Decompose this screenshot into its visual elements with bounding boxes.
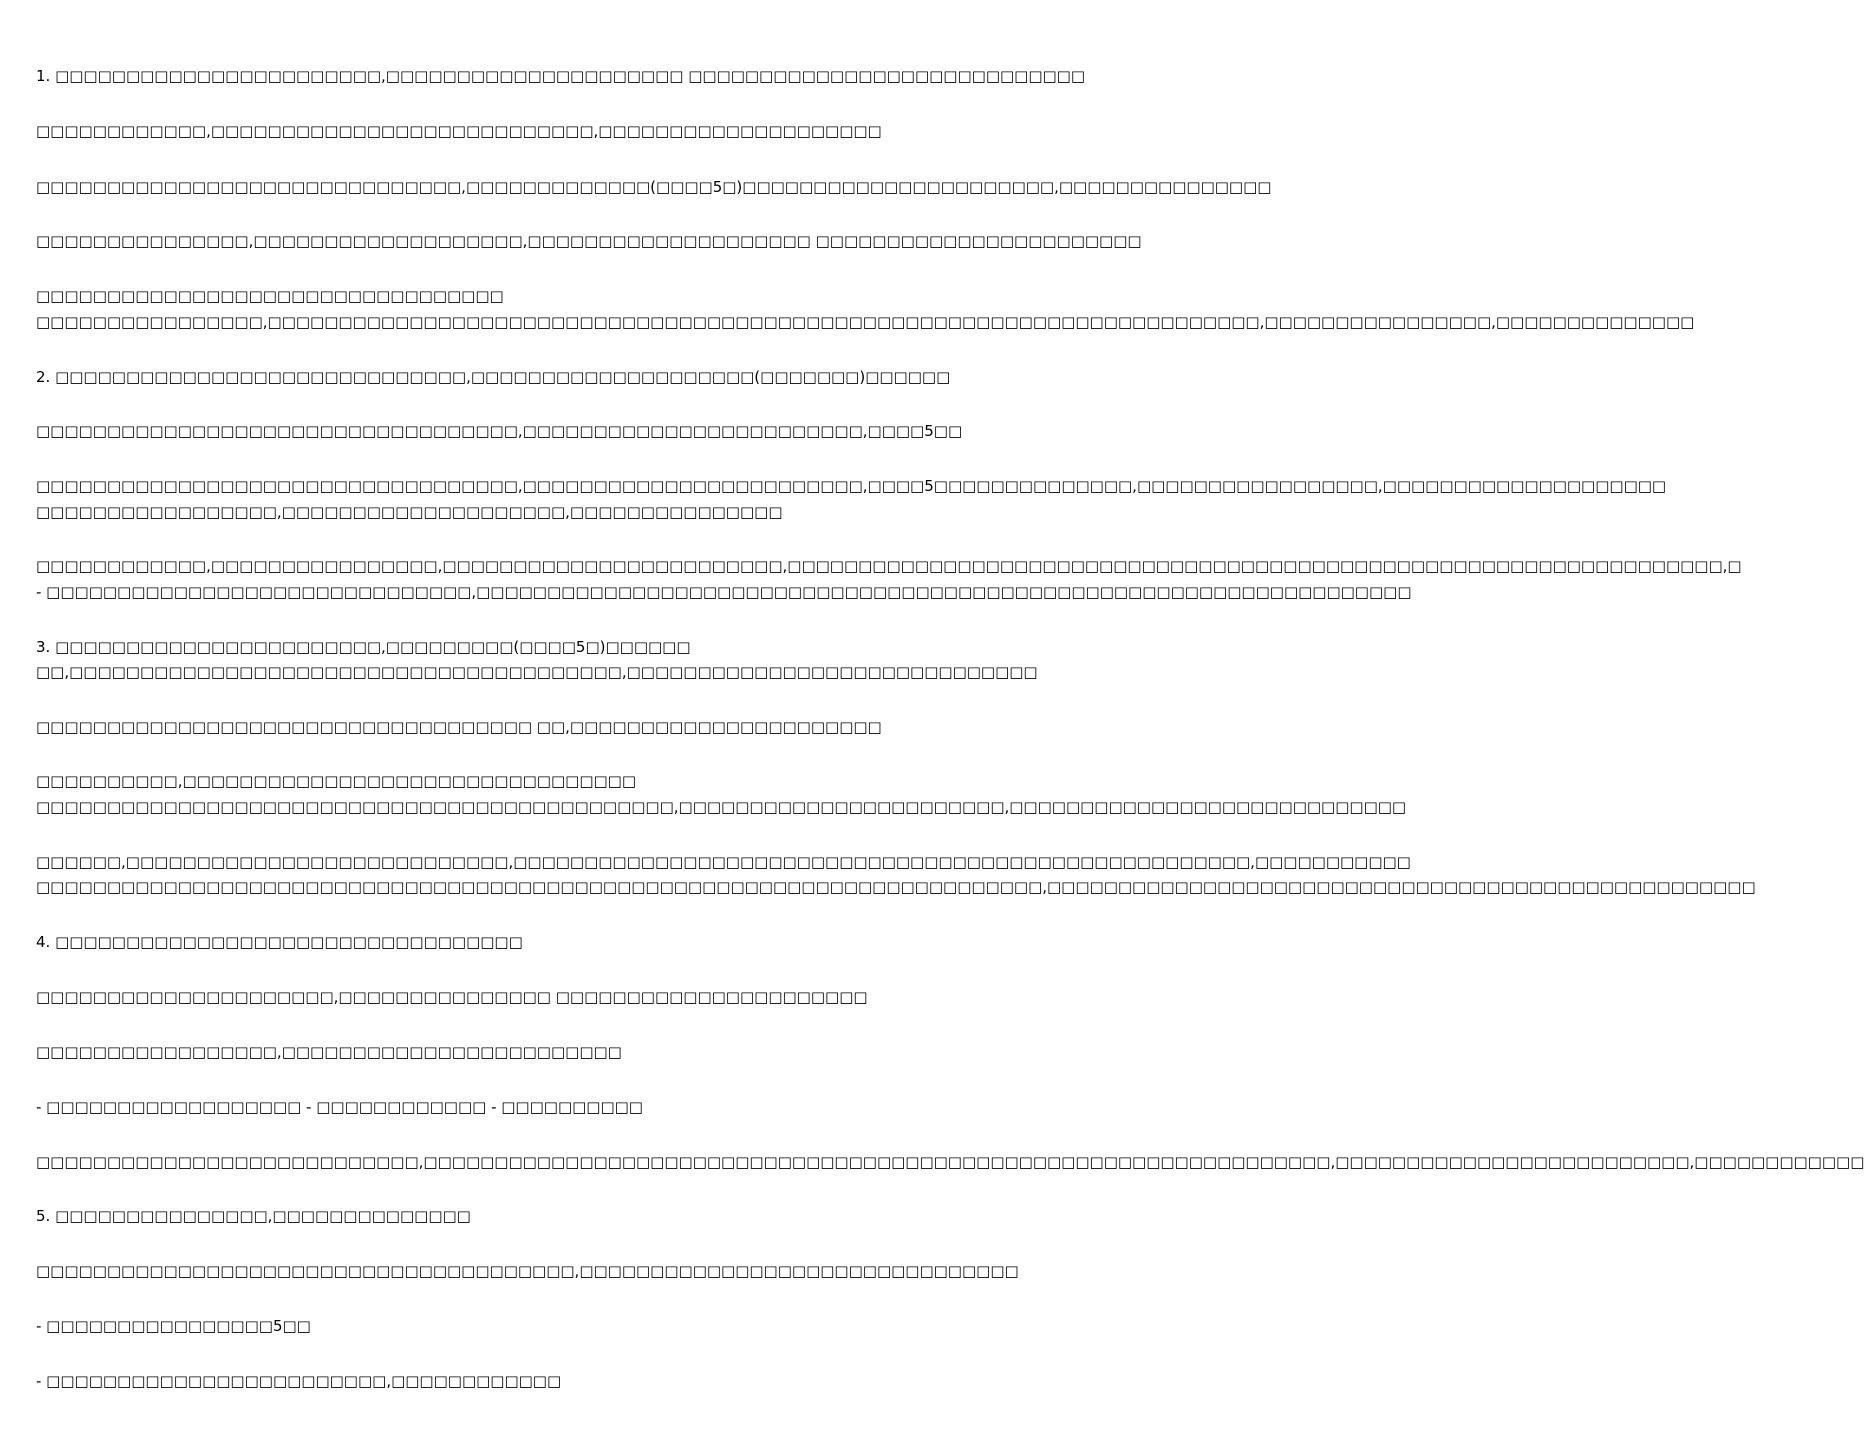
paragraph-line: □□□□□□□□□□□□□□□□□□□□□□□□□□□□□□□□□□,□□□□□□□□□□□□□□□□□□□□□□□□,□□□□5□□□□□□□□□□□□□□,□□□□□□□□□□□□□□□□□,□□□□□□□□□□□□□□□□□□□□ <box>36 477 1667 495</box>
paragraph-line: □□□□□□□□□□□□,□□□□□□□□□□□□□□□□,□□□□□□□□□□□□□□□□□□□□□□□□,□□□□□□□□□□□□□□□□□□□□□□□□□□□□□□□□□□□□□□□□□□□□□□□□□□□□□□□□□□□□□□□□□□,□ <box>36 557 1742 575</box>
paragraph-line: □□□□□□□□□□□□□□□□□,□□□□□□□□□□□□□□□□□□□□,□□□□□□□□□□□□□□□ <box>36 503 783 521</box>
paragraph-line: □□□□□□□□□□□□□□□□□□□□□□□□□□□□□□□□□□□□□□□□□□□□□,□□□□□□□□□□□□□□□□□□□□□□□,□□□□□□□□□□□□□□□□□□□□□□□□□□□□ <box>36 798 1407 816</box>
paragraph-line: □□□□□□□□□□□□□□□□□□□□□□□□□□□□□□□□□□□□□□□□□□□□□□□□□□□□□□□□□□□□□□□□□□□□□□□,□□□□□□□□□□□□□□□□□□□□□□□□□□□□□□□□□□□□□□□□□□□□□□□□□□ <box>36 878 1756 896</box>
paragraph-line: □□□□□□□□□□□□□□□□□□□□□□□□□□□□□□□□□ <box>36 287 504 305</box>
bullet-line: - □□□□□□□□□□□□□□□□□□ - □□□□□□□□□□□□ - □□□□□□□□□□ <box>36 1098 643 1116</box>
section-5-heading: 5. □□□□□□□□□□□□□□□,□□□□□□□□□□□□□□ <box>36 1207 471 1225</box>
paragraph-line: □□□□□□□□□□□□,□□□□□□□□□□□□□□□□□□□□□□□□□□□,□□□□□□□□□□□□□□□□□□□□ <box>36 122 882 140</box>
paragraph-line: □□□□□□,□□□□□□□□□□□□□□□□□□□□□□□□□□□,□□□□□□□□□□□□□□□□□□□□□□□□□□□□□□□□□□□□□□□□□□□□□□□□□□□□,□□□□□□□□□□□ <box>36 853 1411 871</box>
paragraph-line: □□□□□□□□□□□□□□□□□□□□□□□□□□□□□□□□□□□□□□,□□□□□□□□□□□□□□□□□□□□□□□□□□□□□□□ <box>36 1262 1019 1280</box>
paragraph-line: □□□□□□□□□□□□□□□□□□□□□□□□□□□□□□,□□□□□□□□□□□□□(□□□□5□)□□□□□□□□□□□□□□□□□□□□□□,□□□□□□□□□□□□□□□ <box>36 178 1272 196</box>
paragraph-line: □□□□□□□□□□,□□□□□□□□□□□□□□□□□□□□□□□□□□□□□□□□ <box>36 772 637 790</box>
bullet-line: - □□□□□□□□□□□□□□□□5□□ <box>36 1317 311 1335</box>
paragraph-line: □□□□□□□□□□□□□□□□,□□□□□□□□□□□□□□□□□□□□□□□□□□□□□□□□□□□□□□□□□□□□□□□□□□□□□□□□□□□□□□□□□□□□□□,□□□□□□□□□□□□□□□□,□□□□□□□□□□□□□□ <box>36 313 1695 331</box>
section-1-heading: 1. □□□□□□□□□□□□□□□□□□□□□□□,□□□□□□□□□□□□□□□□□□□□□ □□□□□□□□□□□□□□□□□□□□□□□□□□□□ <box>36 67 1086 85</box>
section-3-heading: 3. □□□□□□□□□□□□□□□□□□□□□□□,□□□□□□□□□(□□□□5□)□□□□□□ <box>36 638 691 656</box>
section-4-heading: 4. □□□□□□□□□□□□□□□□□□□□□□□□□□□□□□□□□ <box>36 933 523 951</box>
paragraph-line: □□,□□□□□□□□□□□□□□□□□□□□□□□□□□□□□□□□□□□□□□□,□□□□□□□□□□□□□□□□□□□□□□□□□□□□□ <box>36 663 1038 681</box>
paragraph-line: □□□□□□□□□□□□□□□□□□□□□□□□□□□□□□□□□□□ □□,□□□□□□□□□□□□□□□□□□□□□□ <box>36 718 882 736</box>
bullet-line: - □□□□□□□□□□□□□□□□□□□□□□□□□□□□□□,□□□□□□□□□□□□□□□□□□□□□□□□□□□□□□□□□□□□□□□□□□□□□□□□□□□□□□□□□□□□□□□□□□ <box>36 583 1412 601</box>
section-2-heading: 2. □□□□□□□□□□□□□□□□□□□□□□□□□□□□□,□□□□□□□□□□□□□□□□□□□□(□□□□□□□)□□□□□□ <box>36 368 951 386</box>
paragraph-line: □□□□□□□□□□□□□□□□□□□□□□□□□□□□□□□□□□,□□□□□□□□□□□□□□□□□□□□□□□□,□□□□5□□ <box>36 422 963 440</box>
paragraph-line: □□□□□□□□□□□□□□□□□,□□□□□□□□□□□□□□□□□□□□□□□□ <box>36 1043 622 1061</box>
paragraph-line: □□□□□□□□□□□□□□□,□□□□□□□□□□□□□□□□□□□,□□□□□□□□□□□□□□□□□□□□ □□□□□□□□□□□□□□□□□□□□□□□ <box>36 232 1142 250</box>
paragraph-line: □□□□□□□□□□□□□□□□□□□□□□□□□□□,□□□□□□□□□□□□□□□□□□□□□□□□□□□□□□□□□□□□□□□□□□□□□□□□□□□□□□□□□□□□□□□□,□□□□□□□□□□□□□□□□□□□□□□□□□,□□□□□□□□□□□□ <box>36 1153 1864 1171</box>
paragraph-line: □□□□□□□□□□□□□□□□□□□□□,□□□□□□□□□□□□□□□ □□□□□□□□□□□□□□□□□□□□□□ <box>36 988 868 1006</box>
bullet-line: - □□□□□□□□□□□□□□□□□□□□□□□□,□□□□□□□□□□□□ <box>36 1372 562 1390</box>
